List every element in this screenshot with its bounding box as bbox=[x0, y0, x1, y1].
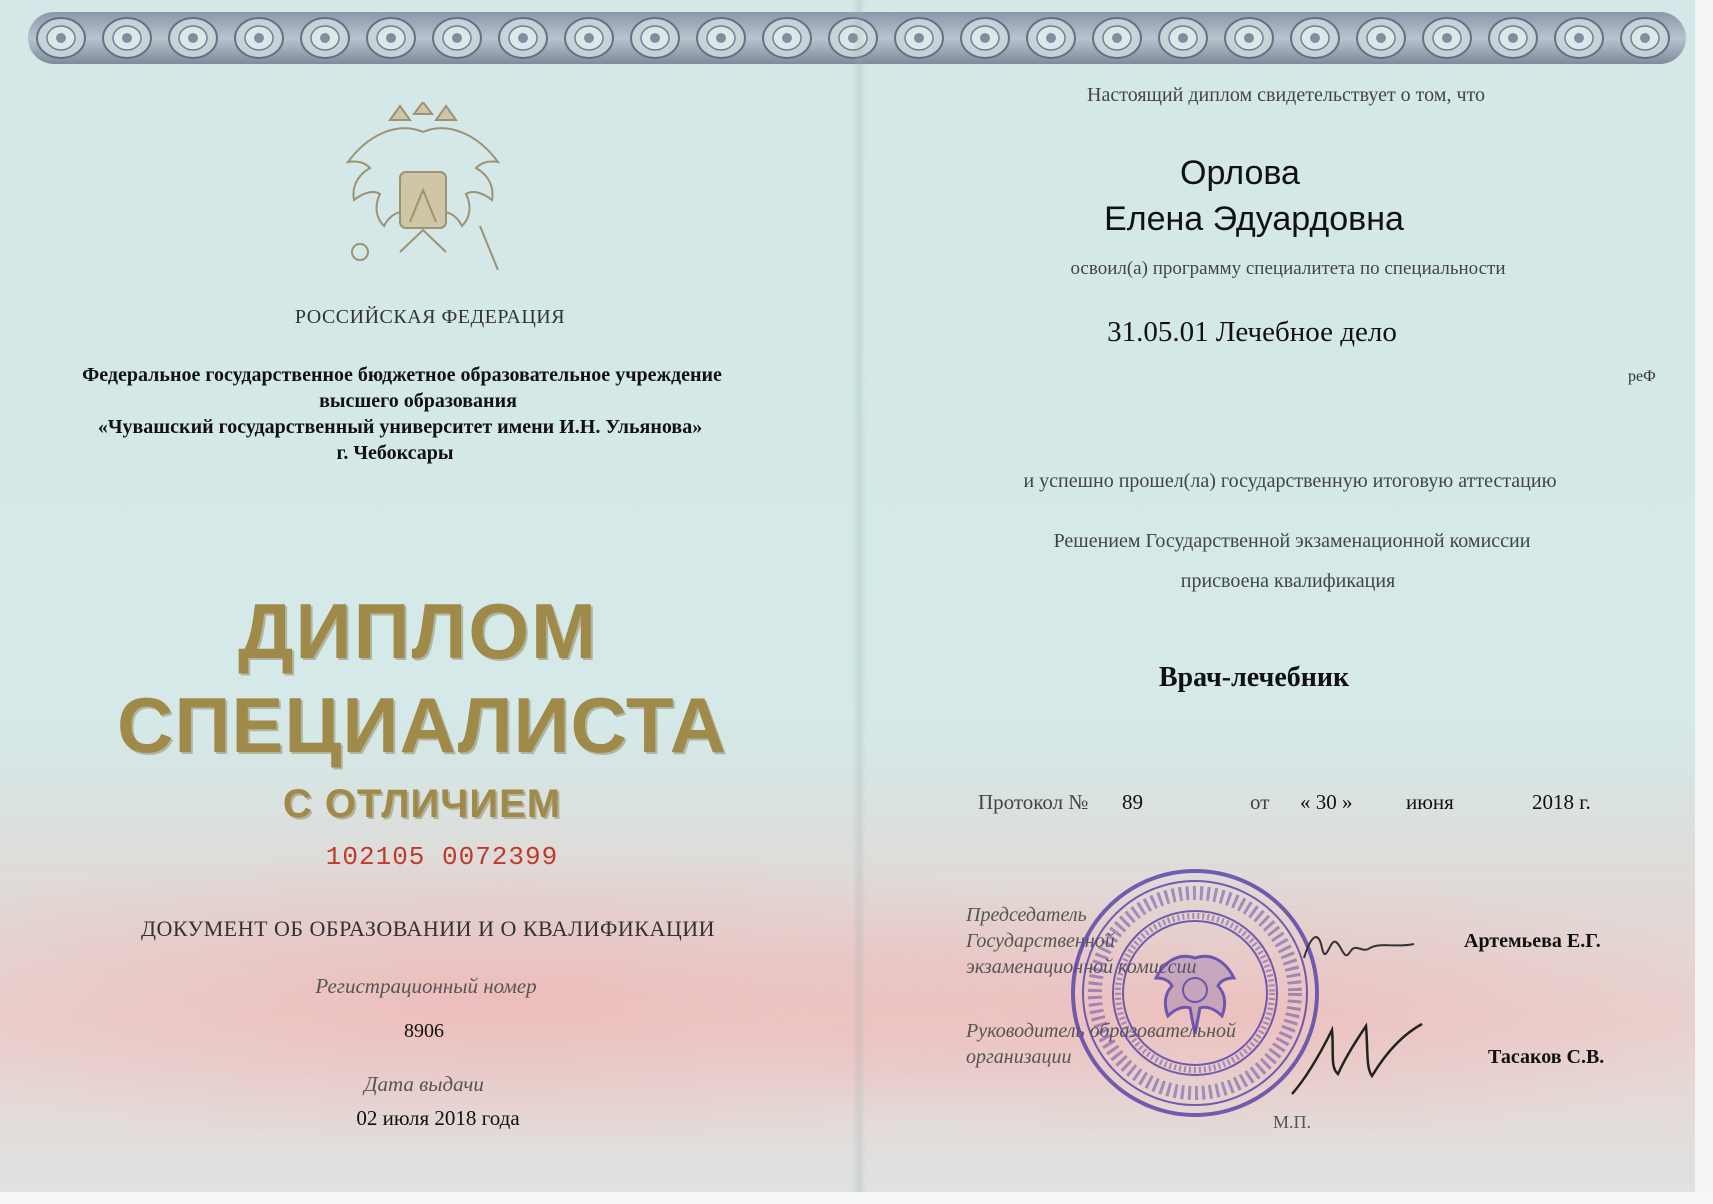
honours-label: С ОТЛИЧИЕМ bbox=[282, 782, 562, 826]
institution-line-3: «Чувашский государственный университет имени И.Н. Ульянова» bbox=[97, 416, 703, 438]
head-title-line-1: Руководитель образовательной bbox=[966, 1020, 1237, 1042]
from-label: от bbox=[1250, 790, 1270, 814]
intro-text: Настоящий диплом свидетельствует о том, что bbox=[1087, 84, 1485, 106]
holder-name: Елена Эдуардовна bbox=[1104, 200, 1404, 238]
protocol-month: июня bbox=[1406, 790, 1454, 814]
coat-of-arms-icon bbox=[330, 102, 516, 278]
decision-line-2: присвоена квалификация bbox=[1180, 570, 1396, 592]
diploma-subtitle: СПЕЦИАЛИСТА bbox=[117, 681, 727, 769]
chair-name: Артемьева Е.Г. bbox=[1464, 930, 1601, 952]
passed-text: и успешно прошел(ла) государственную итоговую аттестацию bbox=[1023, 470, 1557, 492]
registration-label: Регистрационный номер bbox=[315, 974, 537, 998]
country-name: РОССИЙСКАЯ ФЕДЕРАЦИЯ bbox=[294, 306, 566, 328]
chair-title-line-2: Государственной bbox=[966, 930, 1115, 952]
center-fold bbox=[852, 0, 866, 1204]
signature-icon bbox=[1300, 918, 1420, 978]
document-type: ДОКУМЕНТ ОБ ОБРАЗОВАНИИ И О КВАЛИФИКАЦИИ bbox=[140, 916, 716, 941]
institution-line-1: Федеральное государственное бюджетное образовательное учреждение bbox=[82, 364, 722, 386]
official-seal-icon bbox=[1068, 866, 1322, 1120]
head-name: Тасаков С.В. bbox=[1488, 1046, 1605, 1068]
qualification: Врач-лечебник bbox=[1158, 662, 1350, 693]
protocol-day: « 30 » bbox=[1300, 790, 1353, 814]
decision-line-1: Решением Государственной экзаменационной комиссии bbox=[1053, 530, 1531, 552]
mastered-text: освоил(а) программу специалитета по специальности bbox=[1070, 258, 1506, 279]
specialty: 31.05.01 Лечебное дело bbox=[1107, 316, 1397, 348]
margin-mark: реФ bbox=[1628, 368, 1656, 385]
chair-title-line-3: экзаменационной комиссии bbox=[966, 956, 1197, 978]
protocol-number: 89 bbox=[1122, 790, 1143, 814]
head-title-line-2: организации bbox=[966, 1046, 1072, 1068]
seal-place-label: М.П. bbox=[1272, 1112, 1312, 1132]
registration-number: 8906 bbox=[404, 1020, 444, 1042]
serial-number: 102105 0072399 bbox=[325, 842, 559, 872]
protocol-label: Протокол № bbox=[978, 790, 1089, 814]
institution-line-2: высшего образования bbox=[319, 390, 517, 412]
protocol-year: 2018 г. bbox=[1532, 790, 1591, 814]
issue-date: 02 июля 2018 года bbox=[356, 1106, 520, 1130]
holder-surname: Орлова bbox=[1180, 154, 1300, 192]
chair-title-line-1: Председатель bbox=[966, 904, 1087, 926]
paper-bottom-edge bbox=[0, 1192, 1713, 1204]
paper-edge bbox=[1695, 0, 1713, 1204]
institution-line-4: г. Чебоксары bbox=[336, 442, 454, 464]
diploma-title: ДИПЛОМ bbox=[237, 587, 599, 675]
signature-icon bbox=[1288, 1016, 1468, 1100]
issue-date-label: Дата выдачи bbox=[364, 1072, 484, 1096]
